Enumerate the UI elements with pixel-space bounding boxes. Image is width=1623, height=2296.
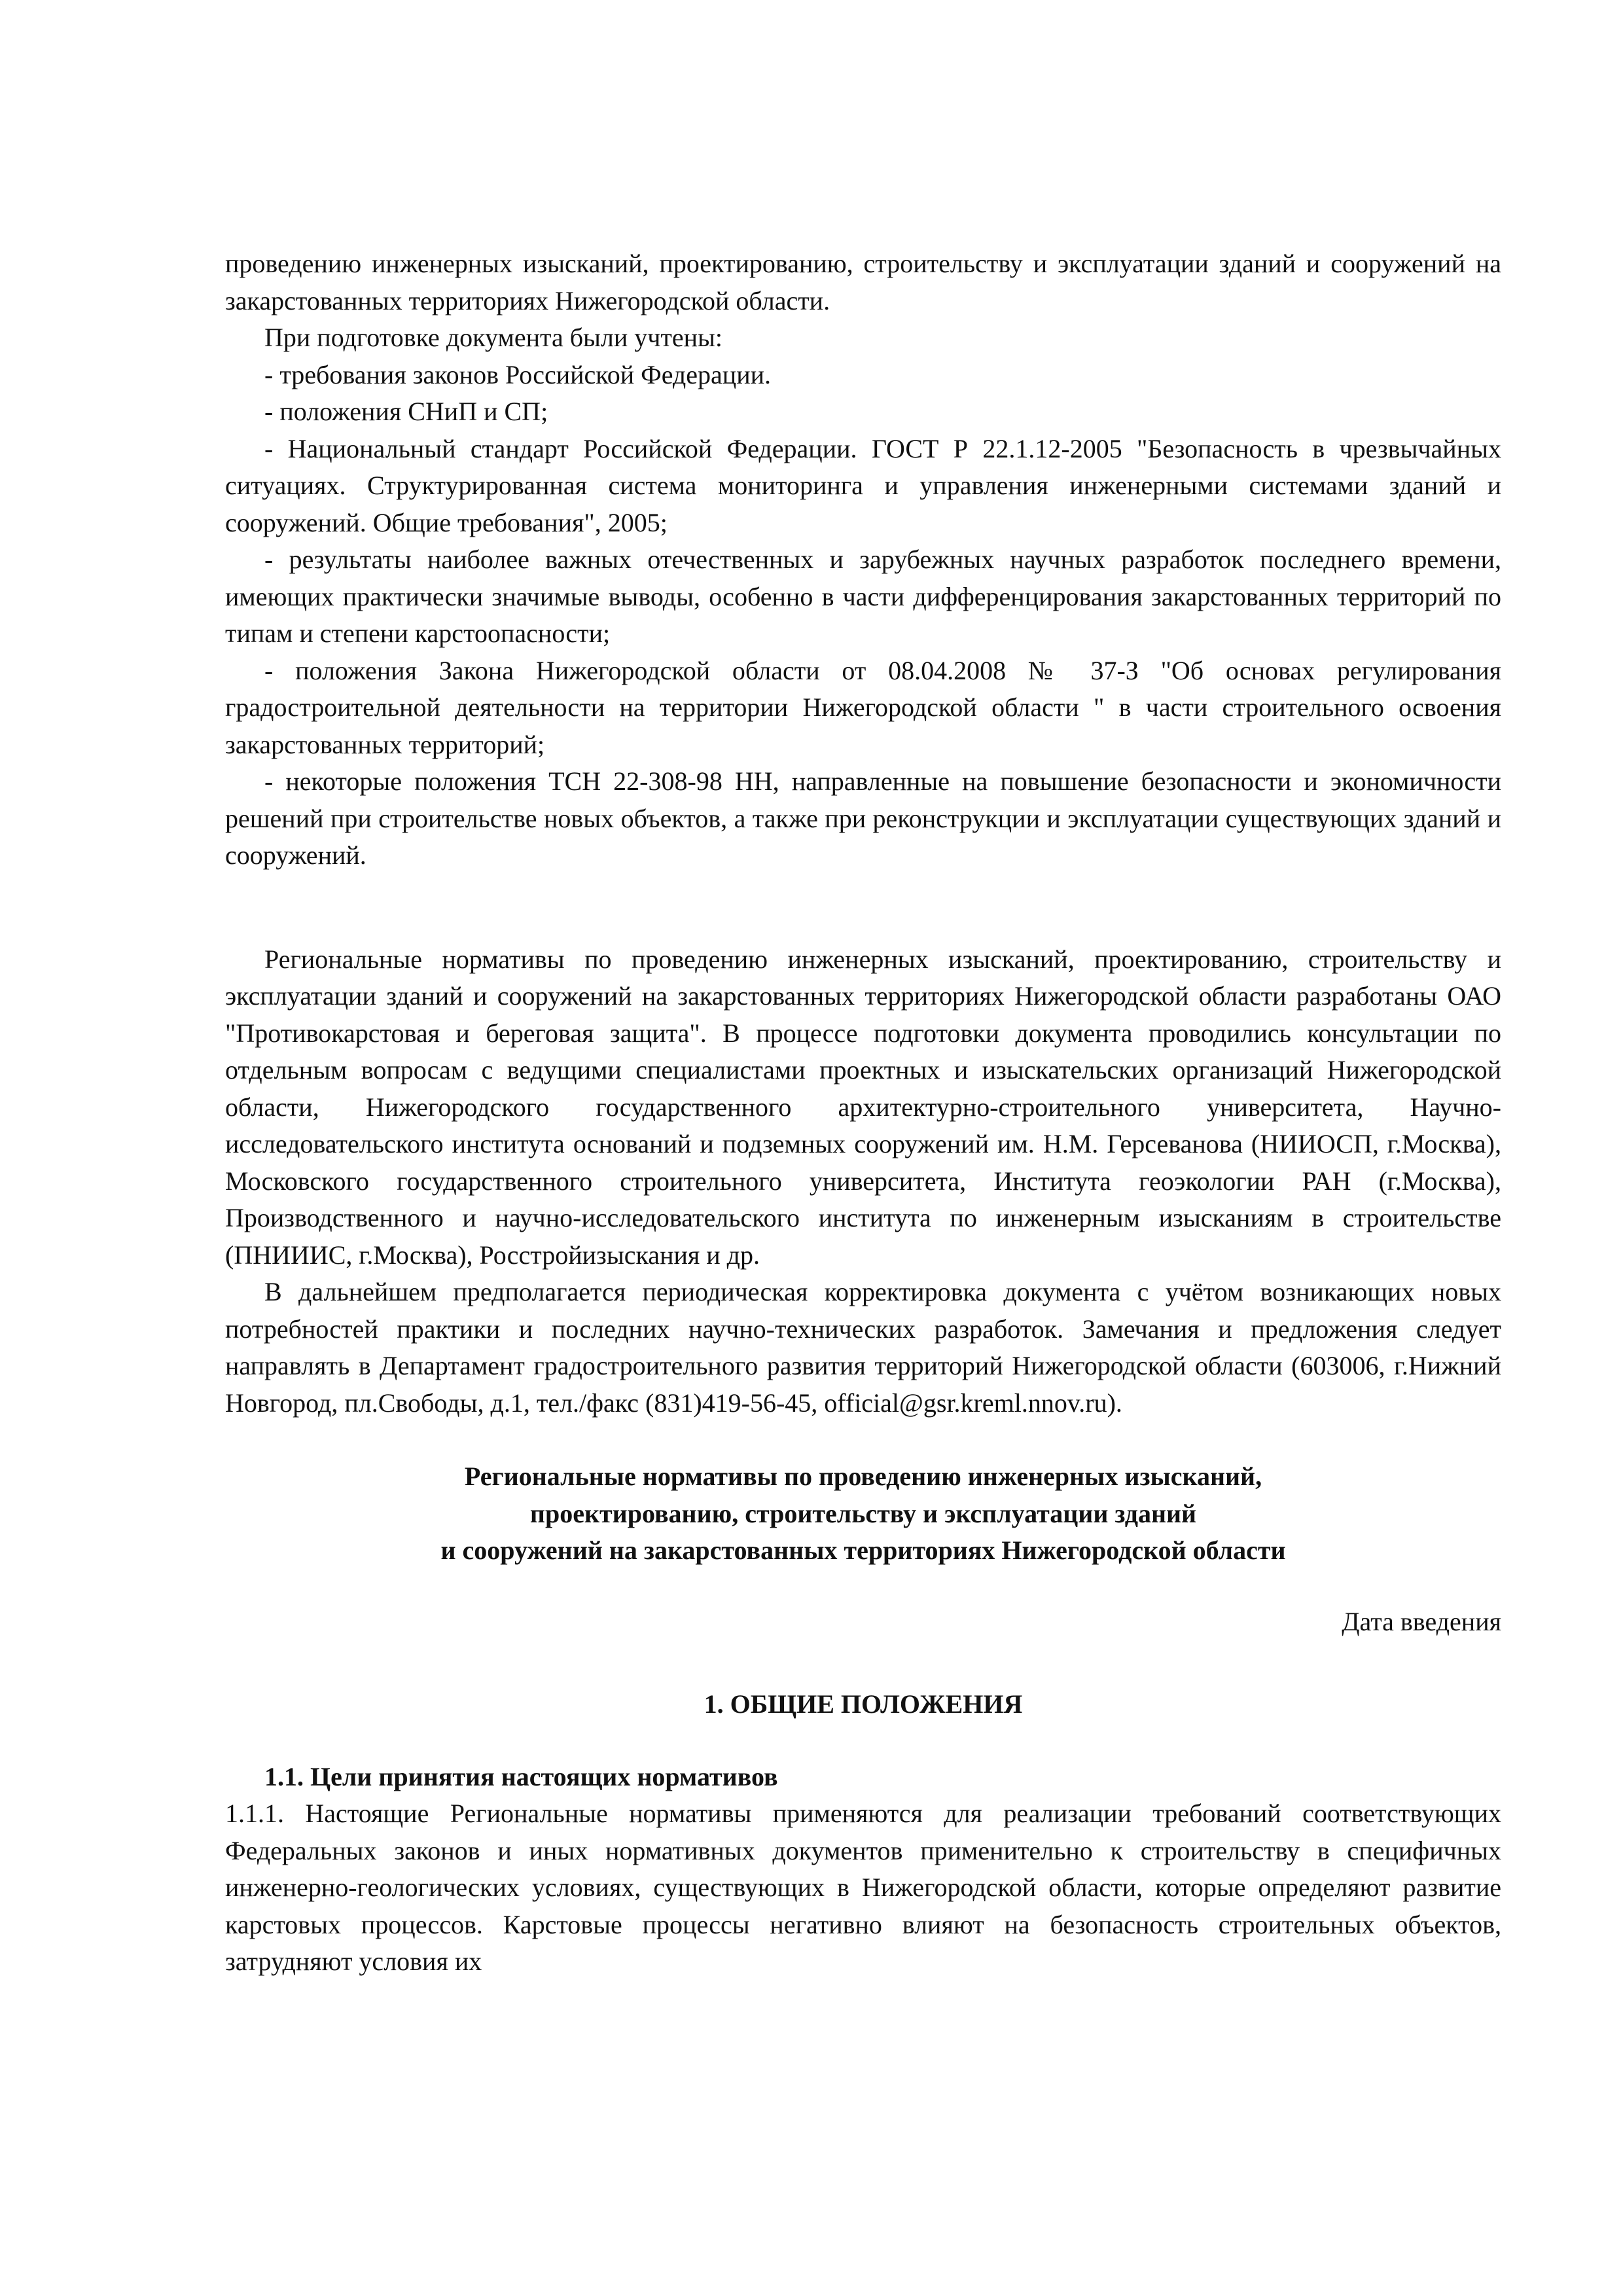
document-title bbox=[225, 1458, 1501, 1570]
document-title-line: и сооружений на закарстованных территориях Нижегородской области bbox=[440, 1535, 1286, 1565]
intro-continuation: проведению инженерных изысканий, проектированию, строительству и эксплуатации зданий и сооружений на закарстованных территориях Нижегородской области. bbox=[225, 249, 1501, 315]
considered-item: - положения СНиП и СП; bbox=[264, 397, 548, 426]
considered-item: - требования законов Российской Федерации. bbox=[264, 359, 772, 389]
paragraph-gap bbox=[225, 874, 1501, 941]
subsection-heading: 1.1. Цели принятия настоящих нормативов bbox=[264, 1761, 778, 1791]
developers-paragraph: Региональные нормативы по проведению инженерных изысканий, проектированию, строительству и эксплуатации зданий и сооружений на закарстованных территориях Нижегородской области разработаны ОАО "Противокарстовая и береговая защита". В процессе подготовки документа проводились консультации по отдельным вопросам с ведущими специалистами проектных и изыскательских организаций Нижегородской области, Нижегородского государственного архитектурно-строительного университета, Научно-исследовательского института оснований и подземных сооружений им. Н.М. Герсеванова (НИИОСП, г.Москва), Московского государственного строительного университета, Института геоэкологии РАН (г.Москва), Производственного и научно-исследовательского института по инженерным изысканиям в строительстве (ПНИИИС, г.Москва), Росстройизыскания и др. bbox=[225, 944, 1501, 1270]
considered-item: - некоторые положения ТСН 22-308-98 НН, направленные на повышение безопасности и экономичности решений при строительстве новых объектов, а также при реконструкции и эксплуатации существующих зданий и сооружений. bbox=[225, 766, 1501, 870]
document-page bbox=[225, 245, 1501, 1981]
section-heading: 1. ОБЩИЕ ПОЛОЖЕНИЯ bbox=[704, 1689, 1023, 1719]
considered-item: - Национальный стандарт Российской Федерации. ГОСТ Р 22.1.12-2005 "Безопасность в чрезвычайных ситуациях. Структурированная система мониторинга и управления инженерными системами зданий и сооружений. Общие требования", 2005; bbox=[225, 433, 1501, 537]
future-paragraph: В дальнейшем предполагается периодическая корректировка документа с учётом возникающих новых потребностей практики и последних научно-технических разработок. Замечания и предложения следует направлять в Департамент градостроительного развития территорий Нижегородской области (603006, г.Нижний Новгород, пл.Свободы, д.1, тел./факс (831)419-56-45, official@gsr.kreml.nnov.ru). bbox=[225, 1277, 1501, 1418]
considered-item: - положения Закона Нижегородской области от 08.04.2008 № 37-З "Об основах регулирования градостроительной деятельности на территории Нижегородской области " в части строительного освоения закарстованных территорий; bbox=[225, 655, 1501, 759]
document-title-line: Региональные нормативы по проведению инженерных изысканий, bbox=[464, 1462, 1262, 1491]
date-label: Дата введения bbox=[1342, 1606, 1501, 1636]
document-title-line: проектированию, строительству и эксплуатации зданий bbox=[529, 1498, 1197, 1528]
considered-item: - результаты наиболее важных отечественных и зарубежных научных разработок последнего времени, имеющих практически значимые выводы, особенно в части дифференцирования закарстованных территорий по типам и степени карстоопасности; bbox=[225, 545, 1501, 648]
clause-1-1-1: 1.1.1. Настоящие Региональные нормативы применяются для реализации требований соответствующих Федеральных законов и иных нормативных документов применительно к строительству в специфичных инженерно-геологических условиях, существующих в Нижегородской области, которые определяют развитие карстовых процессов. Карстовые процессы негативно влияют на безопасность строительных объектов, затрудняют условия их bbox=[225, 1799, 1501, 1976]
considered-heading: При подготовке документа были учтены: bbox=[264, 323, 723, 352]
